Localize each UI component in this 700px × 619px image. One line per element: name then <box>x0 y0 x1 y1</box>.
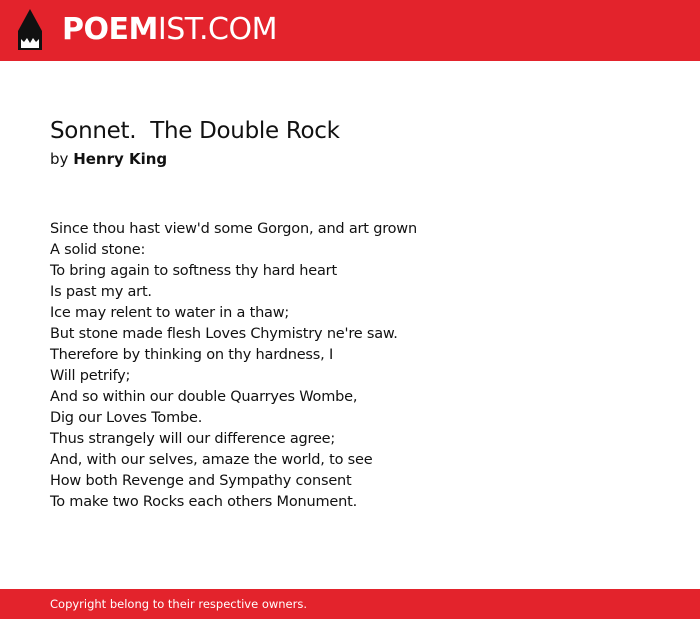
poem-line: Thus strangely will our difference agree; <box>50 431 336 447</box>
poem-line: Ice may relent to water in a thaw; <box>50 305 290 321</box>
poem-line: How both Revenge and Sympathy consent <box>50 473 352 489</box>
poem-line: Therefore by thinking on thy hardness, I <box>50 347 334 363</box>
poem-line: And so within our double Quarryes Wombe, <box>50 389 358 405</box>
by-label: by <box>50 150 69 168</box>
poem-author: Henry King <box>73 150 168 168</box>
poem-byline <box>50 148 167 170</box>
copyright-notice: Copyright belong to their respective owners. <box>50 597 308 611</box>
poem-line: To bring again to softness thy hard heart <box>50 263 337 279</box>
poem-line: Dig our Loves Tombe. <box>50 410 203 426</box>
poem-body <box>50 219 417 513</box>
site-footer <box>0 589 700 619</box>
poem-title: Sonnet. The Double Rock <box>50 118 340 144</box>
poem-line: To make two Rocks each others Monument. <box>50 494 358 510</box>
logo-text-light: IST.COM <box>157 12 277 47</box>
poem-line: And, with our selves, amaze the world, to see <box>50 452 373 468</box>
logo-text-bold: POEM <box>62 12 158 47</box>
poem-line: Is past my art. <box>50 284 152 300</box>
poem-line: Will petrify; <box>50 368 131 384</box>
poem-line: A solid stone: <box>50 242 146 258</box>
poem-line: But stone made flesh Loves Chymistry ne're saw. <box>50 326 398 342</box>
site-header <box>0 0 700 61</box>
poem-line: Since thou hast view'd some Gorgon, and art grown <box>50 221 417 237</box>
site-logo[interactable] <box>62 12 277 48</box>
pencil-tip-icon[interactable] <box>17 9 43 51</box>
